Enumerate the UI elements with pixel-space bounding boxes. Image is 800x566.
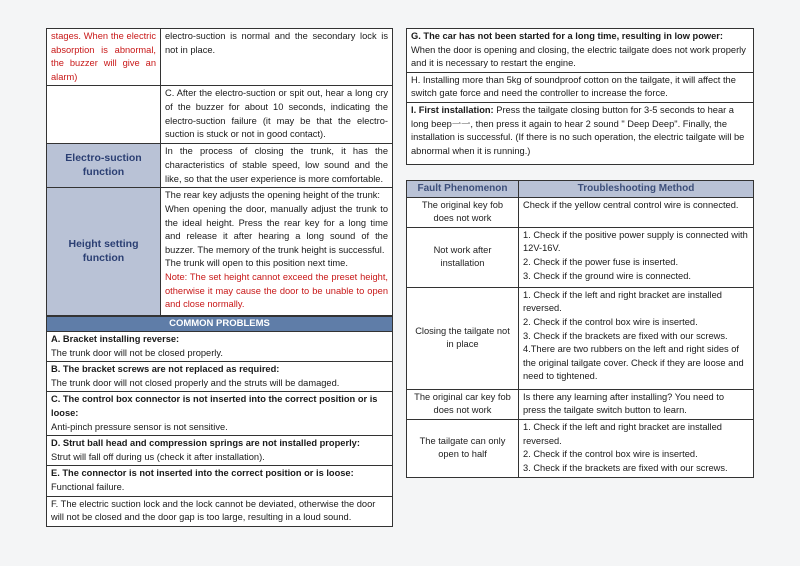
method-row-1: Check if the yellow central control wire is connected.	[519, 197, 754, 227]
empty-cell	[47, 86, 161, 144]
note-h: H. Installing more than 5kg of soundproof cotton on the tailgate, it will affect the switch gate force and need the controller to increase the force.	[407, 72, 754, 102]
fault-row-3: Closing the tailgate not in place	[407, 287, 519, 389]
problem-d: D. Strut ball head and compression springs are not installed properly: Strut will fall off during us (check it after installation).	[46, 436, 393, 466]
electro-suction-label: Electro-suction function	[47, 144, 161, 188]
problem-e: E. The connector is not inserted into the correct position or is loose: Functional failure.	[46, 466, 393, 496]
left-function-table	[46, 28, 393, 316]
fault-row-2: Not work after installation	[407, 227, 519, 287]
suction-status-text: electro-suction is normal and the secondary lock is not in place.	[161, 29, 393, 86]
suction-failure-text: C. After the electro-suction or spit out, hear a long cry of the buzzer for about 10 seconds, indicating the electro-suction failure (it may be that the electro-suction is stuck or not in good contact).	[161, 86, 393, 144]
height-line-1: The rear key adjusts the opening height of the trunk:	[165, 190, 380, 201]
common-problems-title: COMMON PROBLEMS	[46, 316, 393, 332]
fault-row-5: The tailgate can only open to half	[407, 419, 519, 477]
height-line-2: When opening the door, manually adjust the trunk to the ideal height. Press the rear key for a long time and release it after hearing a long sound of the buzzer. The memory of the trunk height is successful.	[165, 203, 388, 255]
note-i: I. First installation: Press the tailgate closing button for 3-5 seconds to hear a long beep一一, then press it again to hear 2 sound " Deep Deep". Finally, the installation is successful. (If there is no such operation, the electric tailgate will be abnormal when it is running.)	[407, 102, 754, 164]
fault-row-4: The original car key fob does not work	[407, 389, 519, 419]
height-line-3: The trunk will open to this position next time.	[165, 258, 348, 269]
method-row-3: 1. Check if the left and right bracket are installed reversed. 2. Check if the control box wire is inserted. 3. Check if the brackets are fixed with our screws. 4.There are two rubbers on the left and right sides of the original tailgate cover. Check if they are loose and need to tightened.	[519, 287, 754, 389]
problem-f: F. The electric suction lock and the lock cannot be deviated, otherwise the door will not be closed and the door gap is too large, resulting in a loud sound.	[46, 497, 393, 527]
note-g: G. The car has not been started for a long time, resulting in low power: When the door is opening and closing, the electric tailgate does not work properly and it is necessary to restart the engine.	[407, 29, 754, 73]
troubleshooting-header: Troubleshooting Method	[519, 181, 754, 198]
height-setting-label: Height setting function	[47, 188, 161, 316]
method-row-5: 1. Check if the left and right bracket are installed reversed. 2. Check if the control box wire is inserted. 3. Check if the brackets are fixed with our screws.	[519, 419, 754, 477]
problem-c: C. The control box connector is not inserted into the correct position or is loose: Anti-pinch pressure sensor is not sensitive.	[46, 392, 393, 436]
problem-a: A. Bracket installing reverse: The trunk door will not be closed properly.	[46, 332, 393, 362]
stages-note: stages. When the electric absorption is abnormal, the buzzer will give an alarm)	[47, 29, 161, 86]
electro-suction-text: In the process of closing the trunk, it has the characteristics of stable speed, low sound and the like, so that the user experience is more comfortable.	[161, 144, 393, 188]
height-setting-text	[161, 188, 393, 316]
method-row-2: 1. Check if the positive power supply is connected with 12V-16V. 2. Check if the power fuse is inserted. 3. Check if the ground wire is connected.	[519, 227, 754, 287]
common-problems-section	[46, 316, 393, 527]
fault-table	[406, 180, 754, 478]
fault-row-1: The original key fob does not work	[407, 197, 519, 227]
right-notes-table	[406, 28, 754, 165]
problem-b: B. The bracket screws are not replaced as required: The trunk door will not closed properly and the struts will be damaged.	[46, 362, 393, 392]
fault-header: Fault Phenomenon	[407, 181, 519, 198]
method-row-4: Is there any learning after installing? You need to press the tailgate switch button to learn.	[519, 389, 754, 419]
height-note: Note: The set height cannot exceed the preset height, otherwise it may cause the door to be unable to open and close normally.	[165, 271, 388, 310]
